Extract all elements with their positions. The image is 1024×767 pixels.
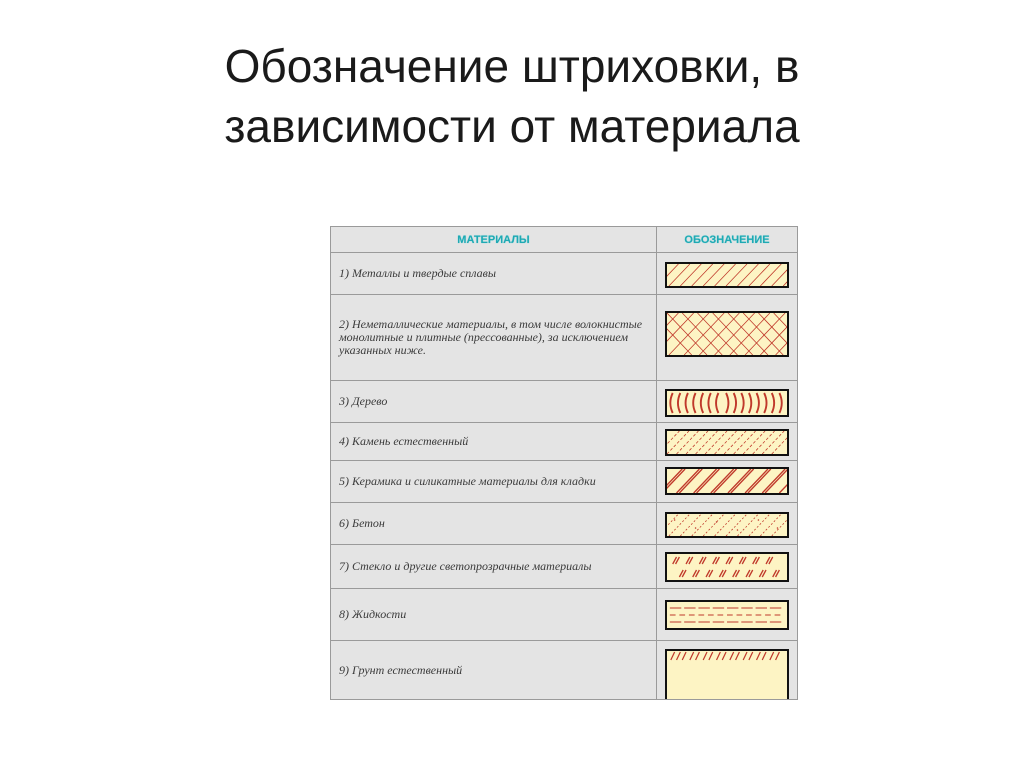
title-line-2: зависимости от материала xyxy=(224,100,800,152)
metal-hatch-swatch xyxy=(665,262,789,288)
table-row xyxy=(331,253,797,295)
table-row xyxy=(331,589,797,641)
soil-hatch-swatch xyxy=(665,649,789,699)
table-row xyxy=(331,503,797,545)
slide-title xyxy=(0,36,1024,156)
table-row xyxy=(331,461,797,503)
table-row xyxy=(331,423,797,461)
liquid-hatch-swatch xyxy=(665,600,789,630)
material-label: 4) Камень естественный xyxy=(339,434,469,448)
stone-hatch-swatch xyxy=(665,429,789,456)
material-label: 7) Стекло и другие светопрозрачные материалы xyxy=(339,559,592,573)
title-line-1: Обозначение штриховки, в xyxy=(224,40,800,92)
table-row xyxy=(331,381,797,423)
table-row xyxy=(331,545,797,589)
header-materials: МАТЕРИАЛЫ xyxy=(331,227,657,252)
table-row xyxy=(331,641,797,699)
wood-hatch-swatch xyxy=(665,389,789,417)
header-symbol: ОБОЗНАЧЕНИЕ xyxy=(684,233,770,246)
ceramic-hatch-swatch xyxy=(665,467,789,495)
material-label: 2) Неметаллические материалы, в том числе волокнистые монолитные и плитные (прессованные), за исключением указанных ниже. xyxy=(339,317,643,357)
material-label: 5) Керамика и силикатные материалы для кладки xyxy=(339,474,596,488)
material-label: 8) Жидкости xyxy=(339,607,407,621)
material-label: 9) Грунт естественный xyxy=(339,662,463,677)
hatching-table xyxy=(330,226,798,700)
material-label: 6) Бетон xyxy=(339,516,385,530)
nonmetal-hatch-swatch xyxy=(665,311,789,357)
material-label: 1) Металлы и твердые сплавы xyxy=(339,266,497,280)
table-header-row xyxy=(331,227,797,253)
table-row xyxy=(331,295,797,381)
glass-hatch-swatch xyxy=(665,552,789,582)
concrete-hatch-swatch xyxy=(665,512,789,538)
material-label: 3) Дерево xyxy=(339,394,388,408)
